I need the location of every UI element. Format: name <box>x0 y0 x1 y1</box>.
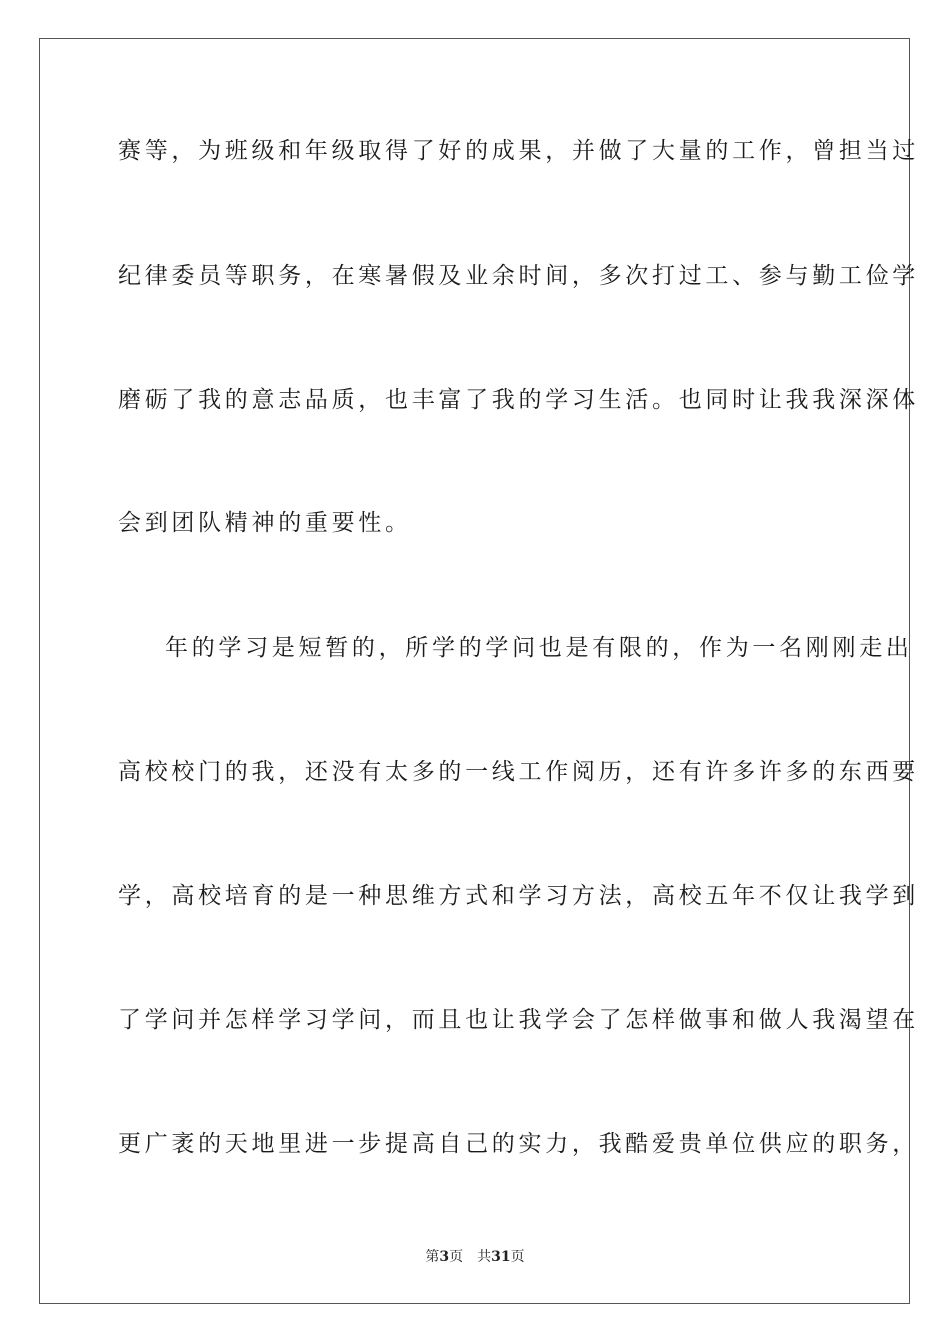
paragraph-line-2: 纪律委员等职务，在寒暑假及业余时间，多次打过工、参与勤工俭学 <box>118 263 919 289</box>
total-prefix: 共 <box>477 1249 492 1265</box>
page-suffix: 页 <box>449 1249 464 1265</box>
total-pages-number: 31 <box>491 1249 511 1265</box>
page-prefix: 第 <box>425 1249 440 1265</box>
total-suffix: 页 <box>510 1249 525 1265</box>
paragraph-line-1: 赛等，为班级和年级取得了好的成果，并做了大量的工作，曾担当过 <box>118 138 919 164</box>
paragraph-line-7: 学，高校培育的是一种思维方式和学习方法，高校五年不仅让我学到 <box>118 883 919 909</box>
paragraph-line-6: 高校校门的我，还没有太多的一线工作阅历，还有许多许多的东西要 <box>118 759 919 785</box>
paragraph-line-9: 更广袤的天地里进一步提高自己的实力，我酷爱贵单位供应的职务， <box>118 1131 919 1157</box>
paragraph-line-5: 年的学习是短暂的，所学的学问也是有限的，作为一名刚刚走出 <box>165 635 913 661</box>
paragraph-line-8: 了学问并怎样学习学问，而且也让我学会了怎样做事和做人我渴望在 <box>118 1007 919 1033</box>
paragraph-line-3: 磨砺了我的意志品质，也丰富了我的学习生活。也同时让我我深深体 <box>118 387 919 413</box>
page-footer <box>0 1248 950 1266</box>
current-page-number: 3 <box>439 1249 450 1265</box>
paragraph-line-4: 会到团队精神的重要性。 <box>118 510 412 536</box>
page-border <box>39 38 919 1304</box>
